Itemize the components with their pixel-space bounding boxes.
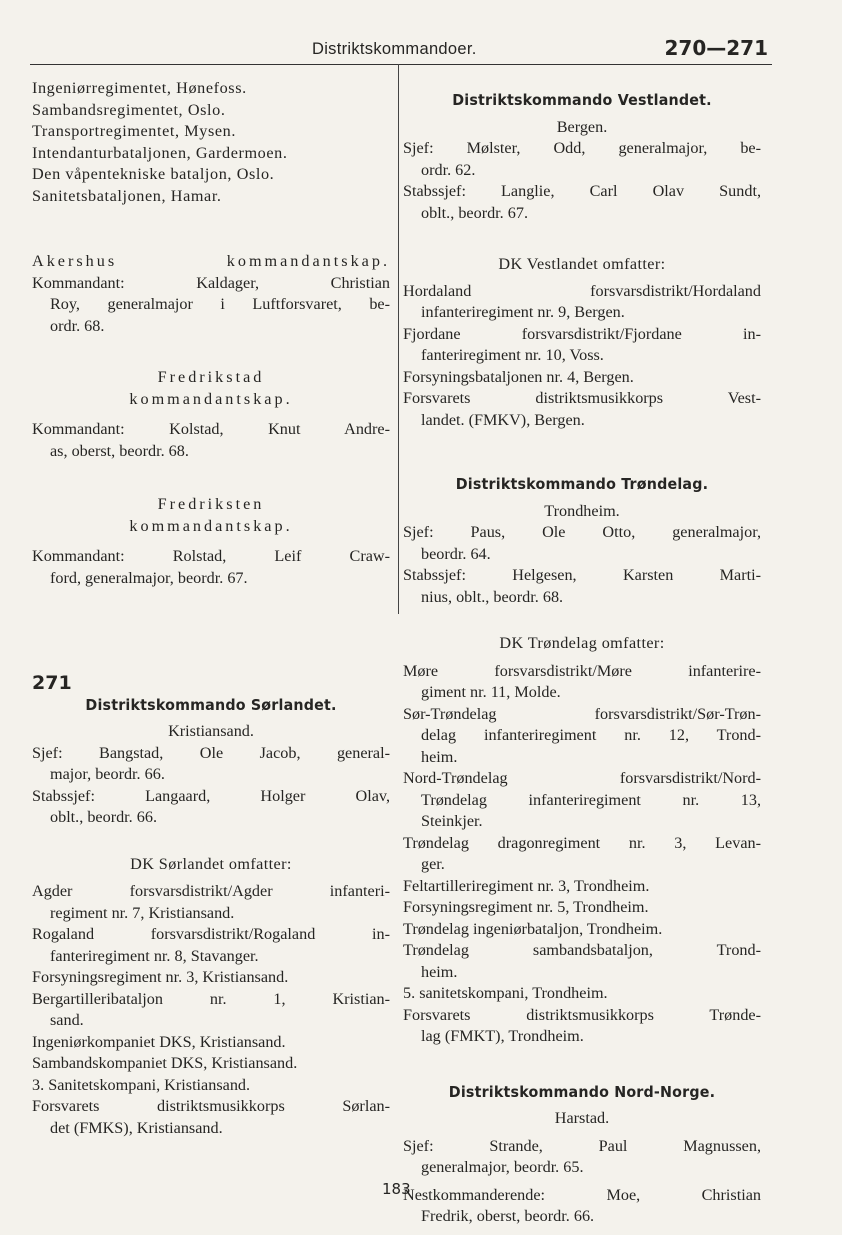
section-title: Fredriksten [157, 495, 265, 513]
text-line: Stabssjef: Langaard, Holger Olav, [32, 786, 390, 805]
list-item: Forsvarets distriktsmusikkorps Sørlan- det (FMKS), Kristiansand. [32, 1097, 390, 1137]
section-heading: Distriktskommando Vestlandet. [452, 91, 712, 109]
text-line: major, beordr. 66. [50, 765, 165, 783]
list-item: Den våpentekniske bataljon, Oslo. [32, 165, 275, 183]
section-heading: Distriktskommando Nord-Norge. [448, 1082, 716, 1101]
text-line: beordr. 64. [421, 544, 491, 563]
page-mark: 271 [32, 672, 72, 694]
text-line: Sjef: Strande, Paul Magnussen, [403, 1136, 761, 1155]
list-item: Hordaland forsvarsdistrikt/Hordaland infanteriregiment nr. 9, Bergen. [403, 281, 761, 321]
text-line: oblt., beordr. 66. [50, 808, 158, 826]
location: Bergen. [556, 117, 608, 136]
fredriksten-section [32, 494, 390, 589]
location: Kristiansand. [168, 722, 254, 740]
text-line: Kommandant: Kaldager, Christian [32, 273, 390, 292]
units-list [32, 78, 390, 207]
text-line: Stabssjef: Langlie, Carl Olav Sundt, [403, 182, 761, 200]
list-item: Trøndelag dragonregiment nr. 3, Levan- ger. [403, 833, 761, 873]
list-item: 5. sanitetskompani, Trondheim. [403, 984, 608, 1002]
text-line: generalmajor, beordr. 65. [421, 1158, 584, 1176]
text-line: as, oberst, beordr. 68. [50, 441, 189, 460]
list-item: Forsvarets distriktsmusikkorps Vest- landet. (FMKV), Bergen. [403, 389, 761, 429]
page-number: 183 [382, 1180, 411, 1198]
section-heading: Distriktskommando Sørlandet. [85, 695, 337, 714]
list-item: Ingeniørregimentet, Hønefoss. [32, 79, 247, 97]
list-item: Sambandskompaniet DKS, Kristiansand. [32, 1054, 298, 1072]
text-line: Fredrik, oberst, beordr. 66. [421, 1207, 595, 1225]
list-item: Forsyningsbataljonen nr. 4, Bergen. [403, 367, 634, 386]
nordnorge-section [403, 1082, 761, 1228]
section-title: kommandantskap. [129, 516, 293, 535]
list-item: Ingeniørkompaniet DKS, Kristiansand. [32, 1032, 286, 1051]
left-column [32, 78, 390, 1139]
text-line: Roy, generalmajor i Luftforsvaret, be- [50, 295, 390, 313]
fredrikstad-section [32, 367, 390, 462]
list-item: Agder forsvarsdistrikt/Agder infanteri- regiment nr. 7, Kristiansand. [32, 882, 390, 922]
location: Trondheim. [544, 501, 620, 520]
text-line: oblt., beordr. 67. [421, 203, 529, 222]
omfatter-label: DK Sørlandet omfatter: [130, 854, 292, 873]
list-item: Møre forsvarsdistrikt/Møre infanterire- giment nr. 11, Molde. [403, 661, 761, 701]
text-line: ordr. 62. [421, 160, 476, 179]
list-item: Nord-Trøndelag forsvarsdistrikt/Nord- Trøndelag infanteriregiment nr. 13, Steinkjer. [403, 769, 761, 830]
list-item: Rogaland forsvarsdistrikt/Rogaland in- fanteriregiment nr. 8, Stavanger. [32, 925, 390, 965]
section-title: Akershus kommandantskap. [32, 252, 390, 270]
text-line: Stabssjef: Helgesen, Karsten Marti- [403, 566, 761, 584]
right-column [403, 90, 761, 1228]
text-line: Nestkommanderende: Moe, Christian [403, 1185, 761, 1204]
omfatter-label: DK Trøndelag omfatter: [499, 634, 665, 652]
text-line: ford, generalmajor, beordr. 67. [50, 568, 248, 587]
trondelag-section [403, 474, 761, 1048]
section-title: Fredrikstad [157, 368, 265, 386]
text-line: Kommandant: Rolstad, Leif Craw- [32, 547, 390, 565]
running-page-range: 270—271 [664, 36, 768, 60]
list-item: Trøndelag ingeniørbataljon, Trondheim. [403, 919, 663, 938]
list-item: Forsyningsregiment nr. 5, Trondheim. [403, 898, 649, 916]
section-title: kommandantskap. [129, 389, 293, 408]
akershus-section [32, 251, 390, 337]
sorlandet-section [32, 695, 390, 1140]
column-divider [398, 64, 399, 614]
list-item: Intendanturbataljonen, Gardermoen. [32, 143, 288, 162]
list-item: Feltartilleriregiment nr. 3, Trondheim. [403, 876, 650, 895]
running-header [30, 36, 772, 65]
list-item: Forsyningsregiment nr. 3, Kristiansand. [32, 968, 289, 986]
list-item: Sanitetsbataljonen, Hamar. [32, 186, 222, 205]
text-line: Kommandant: Kolstad, Knut Andre- [32, 420, 390, 438]
running-title: Distriktskommandoer. [312, 40, 477, 58]
omfatter-label: DK Vestlandet omfatter: [498, 255, 666, 273]
text-line: Sjef: Paus, Ole Otto, generalmajor, [403, 523, 761, 541]
text-line: Sjef: Mølster, Odd, generalmajor, be- [403, 139, 761, 157]
list-item: Trøndelag sambandsbataljon, Trond- heim. [403, 941, 761, 981]
location: Harstad. [554, 1109, 610, 1127]
list-item: Bergartilleribataljon nr. 1, Kristian- sand. [32, 989, 390, 1029]
text-line: nius, oblt., beordr. 68. [421, 587, 564, 606]
vestlandet-section [403, 90, 761, 431]
text-line: Sjef: Bangstad, Ole Jacob, general- [32, 743, 390, 762]
list-item: 3. Sanitetskompani, Kristiansand. [32, 1075, 251, 1094]
list-item: Sambandsregimentet, Oslo. [32, 100, 226, 119]
list-item: Fjordane forsvarsdistrikt/Fjordane in- fanteriregiment nr. 10, Voss. [403, 324, 761, 364]
list-item: Forsvarets distriktsmusikkorps Trønde- lag (FMKT), Trondheim. [403, 1005, 761, 1045]
list-item: Sør-Trøndelag forsvarsdistrikt/Sør-Trøn- delag infanteriregiment nr. 12, Trond- heim. [403, 704, 761, 766]
text-line: ordr. 68. [50, 316, 105, 335]
list-item: Transportregimentet, Mysen. [32, 122, 236, 140]
section-heading: Distriktskommando Trøndelag. [455, 475, 709, 493]
